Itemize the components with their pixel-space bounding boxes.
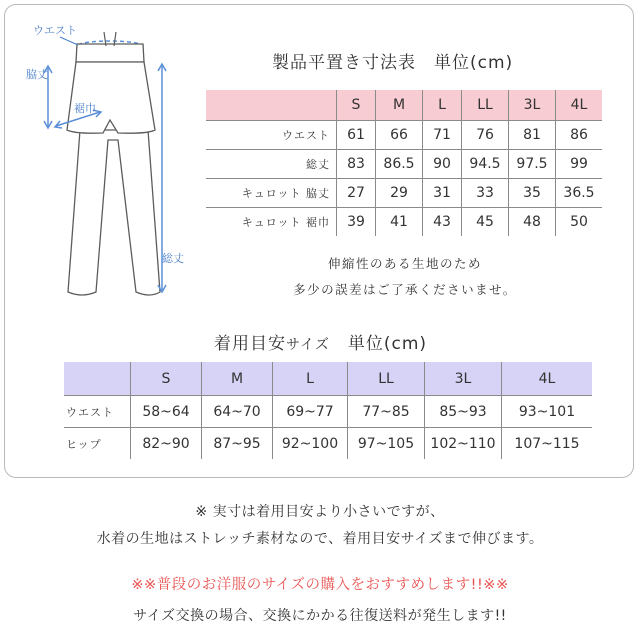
product-size-table: [206, 90, 602, 236]
table-cell: 77~85: [348, 396, 425, 428]
product-table-title: 製品平置き寸法表 単位(cm): [272, 53, 514, 73]
table-cell: 29: [376, 179, 423, 208]
table-row: [206, 150, 602, 179]
table-cell: 97~105: [348, 428, 425, 460]
size-header: LL: [462, 90, 509, 121]
label-waist: ウエスト: [33, 24, 77, 37]
table-cell: 94.5: [462, 150, 509, 179]
table-cell: 87~95: [202, 428, 273, 460]
table-cell: 69~77: [273, 396, 348, 428]
table-cell: 50: [556, 208, 603, 237]
table-cell: 107~115: [502, 428, 593, 460]
table-cell: 99: [556, 150, 603, 179]
table-cell: 45: [462, 208, 509, 237]
size-recommendation-warning: ※※普段のお洋服のサイズの購入をおすすめします!!※※: [131, 577, 509, 593]
table-header-row: [206, 90, 602, 121]
size-header: S: [337, 90, 376, 121]
size-header: 4L: [502, 362, 593, 396]
table-cell: 66: [376, 121, 423, 150]
table-row: [206, 121, 602, 150]
table-cell: 86: [556, 121, 603, 150]
table-cell: 58~64: [131, 396, 202, 428]
culotte-outline: [67, 62, 155, 133]
table-cell: 41: [376, 208, 423, 237]
label-hem-width: 裾巾: [74, 102, 96, 115]
leggings-outline: [68, 130, 160, 295]
fit-title-unit: 単位(cm): [329, 334, 428, 354]
size-header: S: [131, 362, 202, 396]
size-header: 4L: [556, 90, 603, 121]
table-cell: 85~93: [425, 396, 502, 428]
note-line-2: 水着の生地はストレッチ素材なので、着用目安サイズまで伸びます。: [96, 531, 544, 547]
fit-title-main: 着用目安: [214, 334, 286, 354]
exchange-shipping-note: サイズ交換の場合、交換にかかる往復送料が発生します!!: [133, 608, 507, 624]
stretch-note-line: 伸縮性のある生地のため: [327, 256, 482, 271]
table-cell: 86.5: [376, 150, 423, 179]
table-cell: 97.5: [509, 150, 556, 179]
fit-size-table: [64, 362, 592, 459]
table-row: [64, 428, 592, 460]
label-total-length: 総丈: [162, 252, 184, 265]
label-side-length: 脇丈: [26, 68, 48, 81]
size-header: M: [376, 90, 423, 121]
table-cell: 39: [337, 208, 376, 237]
row-label: キュロット 裾巾: [206, 208, 337, 237]
size-header: L: [423, 90, 462, 121]
table-cell: 81: [509, 121, 556, 150]
table-cell: 64~70: [202, 396, 273, 428]
table-cell: 90: [423, 150, 462, 179]
table-row: [206, 208, 602, 237]
row-label: ヒップ: [64, 428, 131, 460]
table-cell: 71: [423, 121, 462, 150]
size-header: L: [273, 362, 348, 396]
row-label: ウエスト: [206, 121, 337, 150]
row-label: 総丈: [206, 150, 337, 179]
table-cell: 82~90: [131, 428, 202, 460]
waistband-outline: [76, 44, 144, 62]
stretch-note-line: 多少の誤差はご了承くださいませ。: [293, 282, 517, 297]
fit-table-title: [214, 329, 474, 354]
size-header: 3L: [425, 362, 502, 396]
table-row: [206, 179, 602, 208]
table-cell: 43: [423, 208, 462, 237]
table-cell: 76: [462, 121, 509, 150]
note-line-1: ※ 実寸は着用目安より小さいですが、: [195, 504, 445, 520]
table-cell: 92~100: [273, 428, 348, 460]
fit-title-small: サイズ: [286, 337, 330, 353]
table-header-row: [64, 362, 592, 396]
size-header: LL: [348, 362, 425, 396]
row-label: ウエスト: [64, 396, 131, 428]
table-cell: 102~110: [425, 428, 502, 460]
table-cell: 31: [423, 179, 462, 208]
table-cell: 83: [337, 150, 376, 179]
table-cell: 27: [337, 179, 376, 208]
row-label: キュロット 脇丈: [206, 179, 337, 208]
table-cell: 93~101: [502, 396, 593, 428]
garment-diagram: [0, 0, 200, 330]
size-header: 3L: [509, 90, 556, 121]
table-cell: 36.5: [556, 179, 603, 208]
table-cell: 48: [509, 208, 556, 237]
table-cell: 35: [509, 179, 556, 208]
table-row: [64, 396, 592, 428]
table-cell: 61: [337, 121, 376, 150]
stretch-note: [280, 251, 530, 303]
size-header: M: [202, 362, 273, 396]
table-cell: 33: [462, 179, 509, 208]
